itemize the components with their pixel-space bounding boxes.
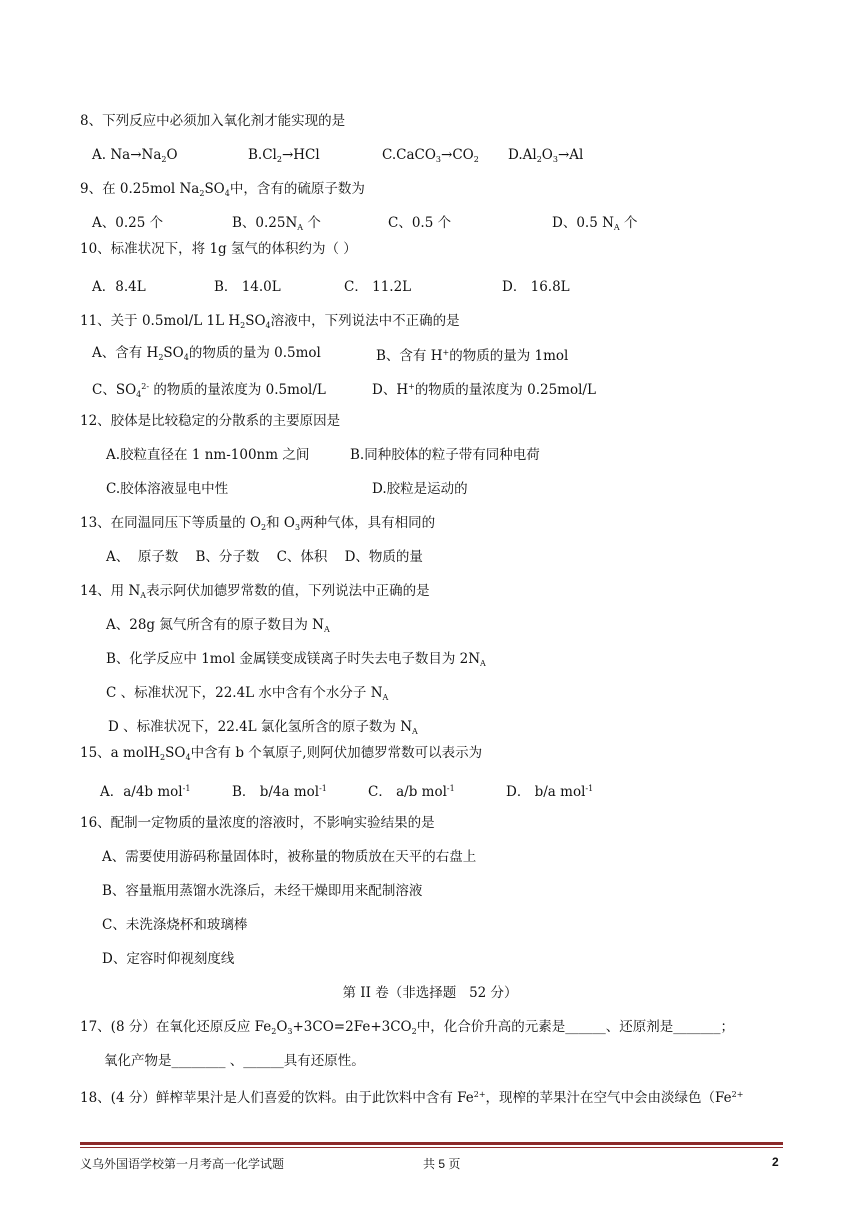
q9-option-a: A、0.25 个 xyxy=(92,215,164,231)
q14-option-b: B、化学反应中 1mol 金属镁变成镁离子时失去电子数目为 $2N_A$ xyxy=(106,651,486,668)
footer-page-number: 2 xyxy=(772,1155,779,1169)
q12-option-a: A.胶粒直径在 1 nm-100nm 之间 xyxy=(106,447,310,463)
question-12-stem: 12、胶体是比较稳定的分散系的主要原因是 xyxy=(80,413,341,429)
q11-option-b: B、含有 H+的物质的量为 1mol xyxy=(376,348,569,364)
q16-option-b: B、容量瓶用蒸馏水洗涤后，未经干燥即用来配制溶液 xyxy=(102,883,423,899)
question-16-stem: 16、配制一定物质的量浓度的溶液时，不影响实验结果的是 xyxy=(80,815,435,831)
q10-option-c: C． 11.2L xyxy=(344,279,412,295)
q9-option-d: D、0.5 $N_A$ 个 xyxy=(552,215,638,232)
q10-option-d: D． 16.8L xyxy=(502,279,570,295)
q12-option-d: D.胶粒是运动的 xyxy=(372,481,468,497)
q14-option-d: D 、标准状况下，22.4L 氯化氢所含的原子数为 $N_A$ xyxy=(108,719,418,736)
question-11-stem: 11、关于 0.5mol/L 1L $H_2SO_4$溶液中，下列说法中不正确的是 xyxy=(80,313,460,330)
footer-rule-thick xyxy=(80,1142,783,1145)
q15-option-d: D． b/a mol$^{-1}$ xyxy=(506,784,594,800)
q16-option-a: A、需要使用游码称量固体时，被称量的物质放在天平的右盘上 xyxy=(102,849,477,865)
q8-option-b: $B.Cl_2\to HCl$ xyxy=(248,147,320,164)
section-2-heading: 第 II 卷（非选择题 52 分） xyxy=(342,985,518,1001)
footer-school: 义乌外国语学校第一月考高一化学试题 xyxy=(80,1157,285,1171)
q15-option-a: A．a/4b mol$^{-1}$ xyxy=(100,784,191,800)
question-9-stem: 9、在 0.25mol $Na_2SO_4$中，含有的硫原子数为 xyxy=(80,181,365,198)
q10-option-a: A．8.4L xyxy=(92,279,146,295)
question-18-line1: 18、(4 分）鲜榨苹果汁是人们喜爱的饮料。由于此饮料中含有 $Fe^{2+}$，现榨的苹果汁在空气中会由淡绿色（$Fe^{2+}$ xyxy=(80,1090,744,1106)
q11-option-c: C、$SO_4^{2-}$ 的物质的量浓度为 0.5mol/L xyxy=(92,382,326,399)
q16-option-d: D、定容时仰视刻度线 xyxy=(102,951,235,967)
q10-option-b: B． 14.0L xyxy=(214,279,281,295)
question-8-stem: 8、下列反应中必须加入氧化剂才能实现的是 xyxy=(80,113,346,129)
q14-option-c: C 、标准状况下，22.4L 水中含有个水分子 $N_A$ xyxy=(106,685,389,702)
footer-rule-thin xyxy=(80,1147,783,1148)
question-17-line2: 氧化产物是________ 、______具有还原性。 xyxy=(104,1053,365,1069)
footer-total-pages: 共 5 页 xyxy=(423,1157,461,1171)
question-13-stem: 13、在同温同压下等质量的 $O_2$和 $O_3$两种气体，具有相同的 xyxy=(80,515,436,532)
q12-option-c: C.胶体溶液显电中性 xyxy=(106,481,229,497)
q8-option-c: $C.CaCO_3\to CO_2$ xyxy=(382,147,479,164)
question-14-stem: 14、用 $N_A$表示阿伏加德罗常数的值，下列说法中正确的是 xyxy=(80,583,430,600)
q16-option-c: C、未洗涤烧杯和玻璃棒 xyxy=(102,917,248,933)
q8-option-a: A. $Na\to Na_2O$ xyxy=(92,147,178,164)
q9-option-b: B、$0.25N_A$ 个 xyxy=(232,215,321,232)
q9-option-c: C、0.5 个 xyxy=(388,215,452,231)
question-10-stem: 10、标准状况下，将 1g 氢气的体积约为（ ） xyxy=(80,241,357,257)
question-15-stem: 15、a $molH_2SO_4$中含有 b 个氧原子,则阿伏加德罗常数可以表示为 xyxy=(80,745,483,762)
q11-option-a: A、含有 $H_2SO_4$的物质的量为 0.5mol xyxy=(92,345,321,362)
q8-option-d: $D.Al_2O_3\to Al$ xyxy=(508,147,584,164)
q12-option-b: B.同种胶体的粒子带有同种电荷 xyxy=(350,447,540,463)
q11-option-d: D、H+的物质的量浓度为 0.25mol/L xyxy=(372,382,596,398)
q13-options: A、 原子数 B、分子数 C、体积 D、物质的量 xyxy=(106,549,423,565)
q15-option-b: B． b/4a mol$^{-1}$ xyxy=(232,784,327,800)
question-17-line1: 17、(8 分）在氧化还原反应 $Fe_2O_3+3CO=2Fe+3CO_2$中，化合价升高的元素是______、还原剂是_______； xyxy=(80,1019,734,1036)
q14-option-a: A、28g 氮气所含有的原子数目为 $N_A$ xyxy=(106,617,330,634)
q15-option-c: C． a/b mol$^{-1}$ xyxy=(368,784,455,800)
